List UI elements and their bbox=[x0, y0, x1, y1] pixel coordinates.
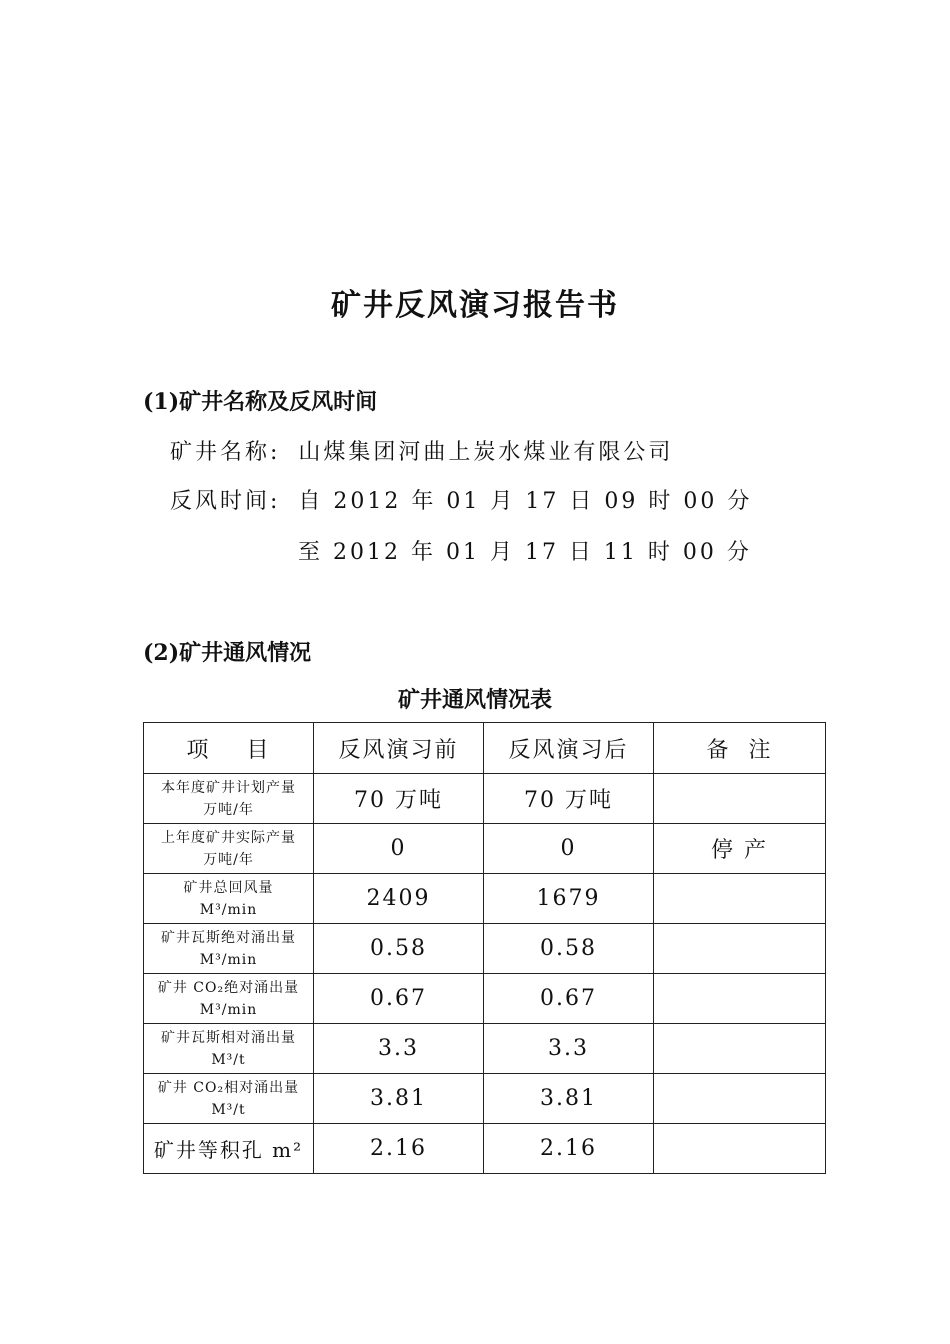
table-row bbox=[144, 774, 826, 824]
row-item: 矿井总回风量 bbox=[183, 879, 274, 896]
row-note: 停 产 bbox=[654, 824, 826, 874]
row-item: 矿井瓦斯绝对涌出量 bbox=[161, 929, 296, 946]
row-item: 上年度矿井实际产量 bbox=[161, 829, 296, 846]
row-note bbox=[654, 874, 826, 924]
table-row bbox=[144, 874, 826, 924]
document-title: 矿井反风演习报告书 bbox=[331, 288, 619, 323]
row-after: 1679 bbox=[484, 874, 654, 924]
reversal-time-to: 至 2012 年 01 月 17 日 11 时 00 分 bbox=[298, 540, 752, 565]
table-row bbox=[144, 1024, 826, 1074]
row-item: 矿井 CO₂相对涌出量 bbox=[157, 1079, 300, 1096]
header-note: 备 注 bbox=[654, 723, 826, 774]
row-label bbox=[144, 824, 314, 874]
row-after: 3.81 bbox=[484, 1074, 654, 1124]
row-after: 0 bbox=[484, 824, 654, 874]
header-after: 反风演习后 bbox=[484, 723, 654, 774]
row-after: 0.67 bbox=[484, 974, 654, 1024]
row-item: 本年度矿井计划产量 bbox=[161, 779, 296, 796]
row-note bbox=[654, 774, 826, 824]
table-header-row bbox=[144, 723, 826, 774]
row-after: 2.16 bbox=[484, 1124, 654, 1174]
row-unit: M³/t bbox=[211, 1101, 246, 1118]
row-unit: M³/min bbox=[199, 901, 258, 918]
reversal-time-line bbox=[170, 484, 752, 515]
ventilation-table bbox=[143, 722, 826, 1174]
row-label bbox=[144, 1124, 314, 1174]
header-item: 项 目 bbox=[144, 723, 314, 774]
row-unit: M³/min bbox=[199, 951, 258, 968]
table-row bbox=[144, 1074, 826, 1124]
row-label bbox=[144, 924, 314, 974]
mine-name-line bbox=[170, 435, 673, 466]
row-before: 70 万吨 bbox=[314, 774, 484, 824]
table-row bbox=[144, 1124, 826, 1174]
row-label bbox=[144, 1074, 314, 1124]
row-item: 矿井瓦斯相对涌出量 bbox=[161, 1029, 296, 1046]
row-before: 2409 bbox=[314, 874, 484, 924]
row-unit: 万吨/年 bbox=[203, 851, 254, 868]
row-label bbox=[144, 974, 314, 1024]
table-row bbox=[144, 974, 826, 1024]
row-before: 0.67 bbox=[314, 974, 484, 1024]
mine-name-label: 矿井名称: bbox=[170, 440, 281, 465]
row-before: 3.81 bbox=[314, 1074, 484, 1124]
section-heading-ventilation: (2)矿井通风情况 bbox=[143, 640, 312, 666]
reversal-time-from: 自 2012 年 01 月 17 日 09 时 00 分 bbox=[298, 489, 753, 514]
section-heading-mine-name-time: (1)矿井名称及反风时间 bbox=[143, 389, 378, 415]
row-label bbox=[144, 874, 314, 924]
row-unit: 万吨/年 bbox=[203, 801, 254, 818]
row-label bbox=[144, 1024, 314, 1074]
row-before: 0 bbox=[314, 824, 484, 874]
row-unit: M³/min bbox=[199, 1001, 258, 1018]
table-row bbox=[144, 924, 826, 974]
row-after: 70 万吨 bbox=[484, 774, 654, 824]
reversal-time-label: 反风时间: bbox=[170, 489, 281, 514]
row-after: 0.58 bbox=[484, 924, 654, 974]
row-note bbox=[654, 1124, 826, 1174]
row-before: 3.3 bbox=[314, 1024, 484, 1074]
row-before: 0.58 bbox=[314, 924, 484, 974]
row-note bbox=[654, 1074, 826, 1124]
row-note bbox=[654, 1024, 826, 1074]
table-row bbox=[144, 824, 826, 874]
row-label bbox=[144, 774, 314, 824]
row-item: 矿井 CO₂绝对涌出量 bbox=[157, 979, 300, 996]
row-before: 2.16 bbox=[314, 1124, 484, 1174]
row-note bbox=[654, 974, 826, 1024]
header-before: 反风演习前 bbox=[314, 723, 484, 774]
row-item: 矿井等积孔 m² bbox=[153, 1138, 304, 1162]
row-after: 3.3 bbox=[484, 1024, 654, 1074]
ventilation-table-title: 矿井通风情况表 bbox=[397, 687, 552, 713]
mine-name-value: 山煤集团河曲上炭水煤业有限公司 bbox=[298, 440, 674, 465]
row-unit: M³/t bbox=[211, 1051, 246, 1068]
row-note bbox=[654, 924, 826, 974]
